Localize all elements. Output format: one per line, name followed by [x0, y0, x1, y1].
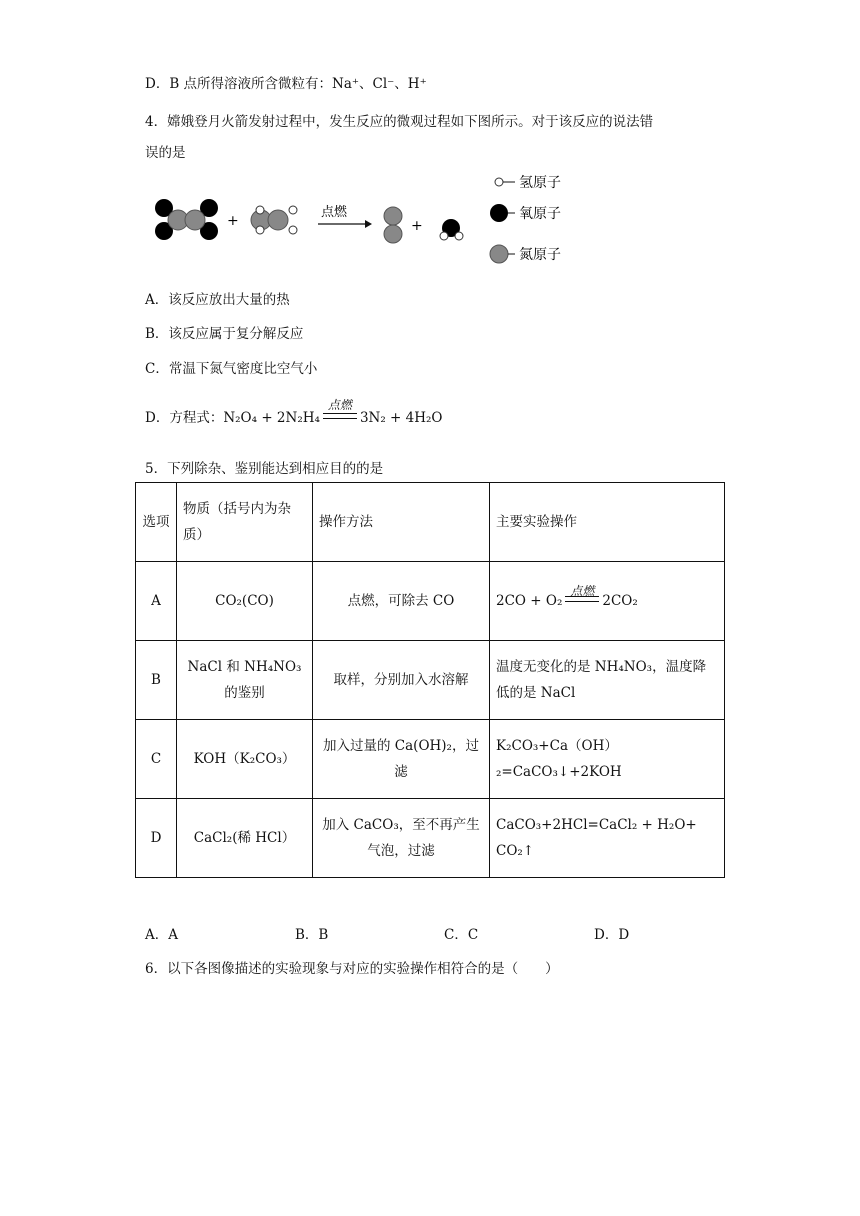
- arrow-condition: 点燃: [321, 205, 348, 220]
- legend-nitrogen: 氮原子: [519, 247, 561, 263]
- q4-eq-condition: 点燃: [327, 398, 352, 412]
- table-row: [136, 641, 725, 720]
- cell-method: 点燃，可除去 CO: [313, 562, 490, 641]
- q4-option-c: C．常温下氮气密度比空气小: [145, 361, 318, 377]
- q5-answer-a[interactable]: A．A: [145, 927, 178, 943]
- header-operation: 主要实验操作: [490, 483, 725, 562]
- cell-operation: CaCO₃+2HCl=CaCl₂ + H₂O+ CO₂↑: [490, 799, 725, 878]
- plus-1: +: [227, 213, 239, 229]
- n2-molecule: [384, 207, 402, 243]
- header-substance: 物质（括号内为杂质）: [177, 483, 313, 562]
- q4-option-a: A．该反应放出大量的热: [145, 292, 290, 308]
- cell-option: C: [136, 720, 177, 799]
- cell-method: 加入过量的 Ca(OH)₂，过滤: [313, 720, 490, 799]
- q4-eq-right: 3N₂ + 4H₂O: [359, 410, 443, 426]
- n2h4-molecule: [251, 206, 297, 234]
- q5-answer-c[interactable]: C．C: [444, 927, 479, 943]
- q4-option-d-prefix: D．方程式：: [145, 410, 224, 426]
- eq-condition: 点燃: [570, 584, 595, 598]
- legend: [490, 175, 561, 263]
- cell-substance: CaCl₂(稀 HCl）: [177, 799, 313, 878]
- q5-stem: 5．下列除杂、鉴别能达到相应目的的是: [145, 461, 384, 477]
- cell-operation: [490, 562, 725, 641]
- q5-answer-d[interactable]: D．D: [594, 927, 630, 943]
- cell-method: 取样，分别加入水溶解: [313, 641, 490, 720]
- table-header-row: [136, 483, 725, 562]
- cell-operation: K₂CO₃+Ca（OH）₂=CaCO₃↓+2KOH: [490, 720, 725, 799]
- reaction-diagram: [150, 168, 590, 278]
- cell-method: 加入 CaCO₃，至不再产生气泡，过滤: [313, 799, 490, 878]
- plus-2: +: [411, 218, 423, 234]
- cell-option: D: [136, 799, 177, 878]
- q5-answer-b[interactable]: B．B: [295, 927, 329, 943]
- table-row: [136, 720, 725, 799]
- q4-option-b: B．该反应属于复分解反应: [145, 326, 304, 342]
- q4-eq-left: N₂O₄ + 2N₂H₄: [223, 410, 320, 426]
- eq-arrow: [562, 584, 602, 614]
- header-method: 操作方法: [313, 483, 490, 562]
- h2o-molecule: [440, 219, 463, 240]
- cell-substance: CO₂(CO): [177, 562, 313, 641]
- cell-substance: KOH（K₂CO₃）: [177, 720, 313, 799]
- cell-operation: 温度无变化的是 NH₄NO₃，温度降低的是 NaCl: [490, 641, 725, 720]
- header-option: 选项: [136, 483, 177, 562]
- q4-option-d: [145, 398, 443, 426]
- table-row: [136, 799, 725, 878]
- table-row: [136, 562, 725, 641]
- legend-oxygen: 氧原子: [519, 206, 561, 222]
- q6-stem: 6．以下各图像描述的实验现象与对应的实验操作相符合的是（ ）: [145, 961, 559, 977]
- q4-stem-line1: 4．嫦娥登月火箭发射过程中，发生反应的微观过程如下图所示。对于该反应的说法错: [145, 114, 654, 130]
- q4-eq-arrow: [320, 398, 360, 426]
- eq-right: 2CO₂: [602, 593, 638, 609]
- q3-option-d: D．B 点所得溶液所含微粒有：Na⁺、Cl⁻、H⁺: [145, 76, 427, 92]
- eq-left: 2CO + O₂: [496, 593, 563, 609]
- cell-option: A: [136, 562, 177, 641]
- cell-substance: NaCl 和 NH₄NO₃ 的鉴别: [177, 641, 313, 720]
- q5-table: [135, 482, 725, 878]
- legend-hydrogen: 氢原子: [519, 175, 561, 191]
- n2o4-molecule: [155, 199, 218, 240]
- cell-option: B: [136, 641, 177, 720]
- q4-stem-line2: 误的是: [145, 145, 186, 161]
